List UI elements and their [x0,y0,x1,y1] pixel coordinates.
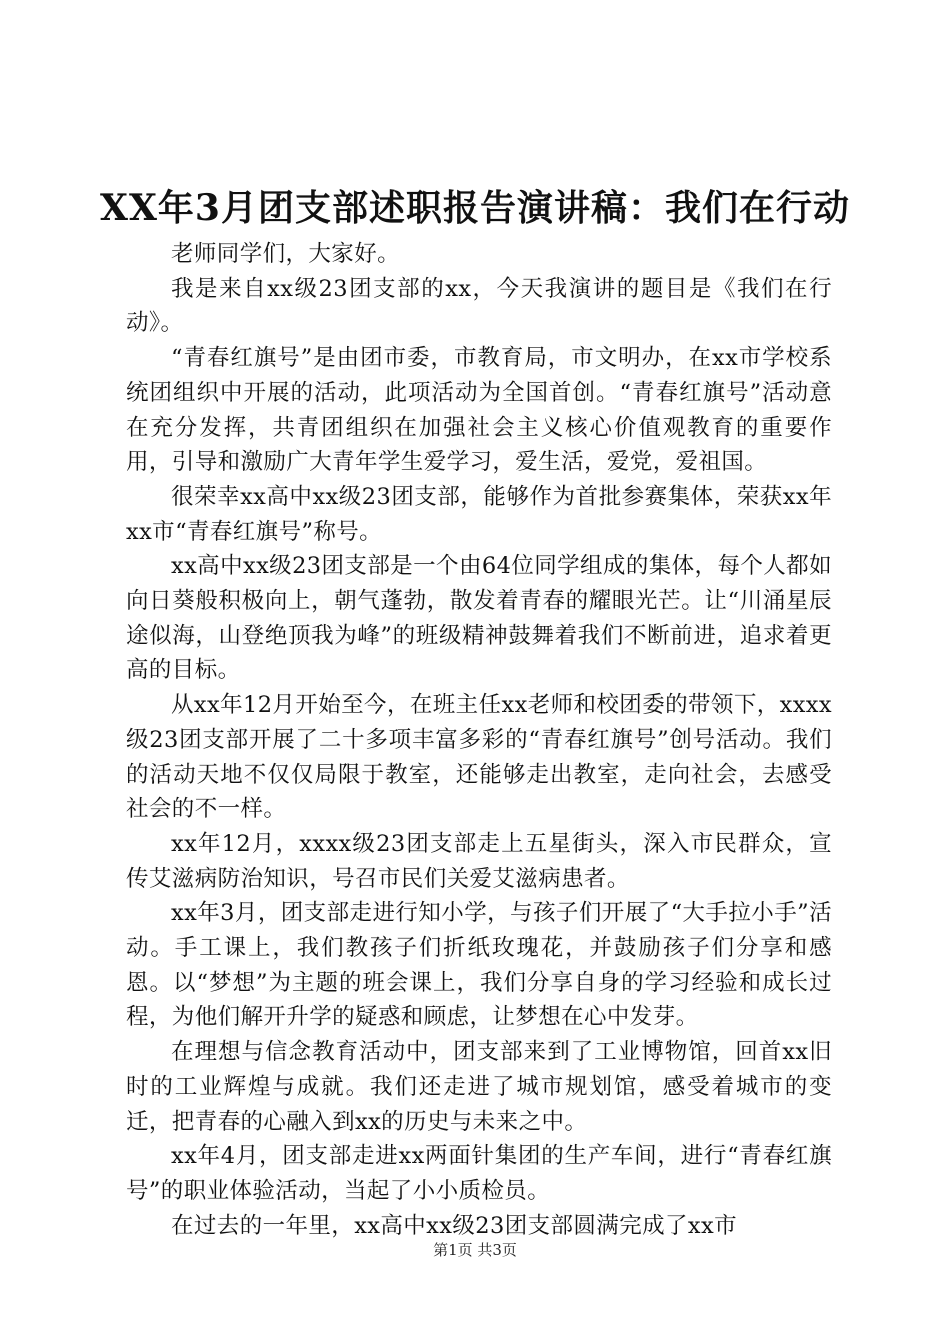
document-body [126,237,832,1243]
document-title: XX年3月团支部述职报告演讲稿：我们在行动 [100,187,850,229]
paragraph: 从xx年12月开始至今，在班主任xx老师和校团委的带领下，xxxx级23团支部开展了二十多项丰富多彩的“青春红旗号”创号活动。我们的活动天地不仅仅局限于教室，还能够走出教室，走向社会，去感受社会的不一样。 [126,692,832,823]
page-footer: 第1页 共3页 [433,1241,517,1259]
paragraph: 老师同学们，大家好。 [171,241,401,267]
paragraph: xx年4月，团支部走进xx两面针集团的生产车间，进行“青春红旗号”的职业体验活动，当起了小小质检员。 [126,1143,832,1204]
paragraph: 在过去的一年里，xx高中xx级23团支部圆满完成了xx市 [171,1212,737,1239]
paragraph: xx高中xx级23团支部是一个由64位同学组成的集体，每个人都如向日葵般积极向上，朝气蓬勃，散发着青春的耀眼光芒。让“川涌星辰途似海，山登绝顶我为峰”的班级精神鼓舞着我们不断前进，追求着更高的目标。 [126,553,832,684]
paragraph: xx年3月，团支部走进行知小学，与孩子们开展了“大手拉小手”活动。手工课上，我们教孩子们折纸玫瑰花，并鼓励孩子们分享和感恩。以“梦想”为主题的班会课上，我们分享自身的学习经验和成长过程，为他们解开升学的疑惑和顾虑，让梦想在心中发芽。 [126,900,832,1031]
paragraph: 在理想与信念教育活动中，团支部来到了工业博物馆，回首xx旧时的工业辉煌与成就。我们还走进了城市规划馆，感受着城市的变迁，把青春的心融入到xx的历史与未来之中。 [126,1039,832,1135]
paragraph: 我是来自xx级23团支部的xx，今天我演讲的题目是《我们在行动》。 [126,275,832,337]
paragraph: “青春红旗号”是由团市委，市教育局，市文明办，在xx市学校系统团组织中开展的活动，此项活动为全国首创。“青春红旗号”活动意在充分发挥，共青团组织在加强社会主义核心价值观教育的重要作用，引导和激励广大青年学生爱学习，爱生活，爱党，爱祖国。 [126,345,832,476]
paragraph: xx年12月，xxxx级23团支部走上五星街头，深入市民群众，宣传艾滋病防治知识，号召市民们关爱艾滋病患者。 [126,830,832,892]
paragraph: 很荣幸xx高中xx级23团支部，能够作为首批参赛集体，荣获xx年xx市“青春红旗号”称号。 [126,483,832,545]
